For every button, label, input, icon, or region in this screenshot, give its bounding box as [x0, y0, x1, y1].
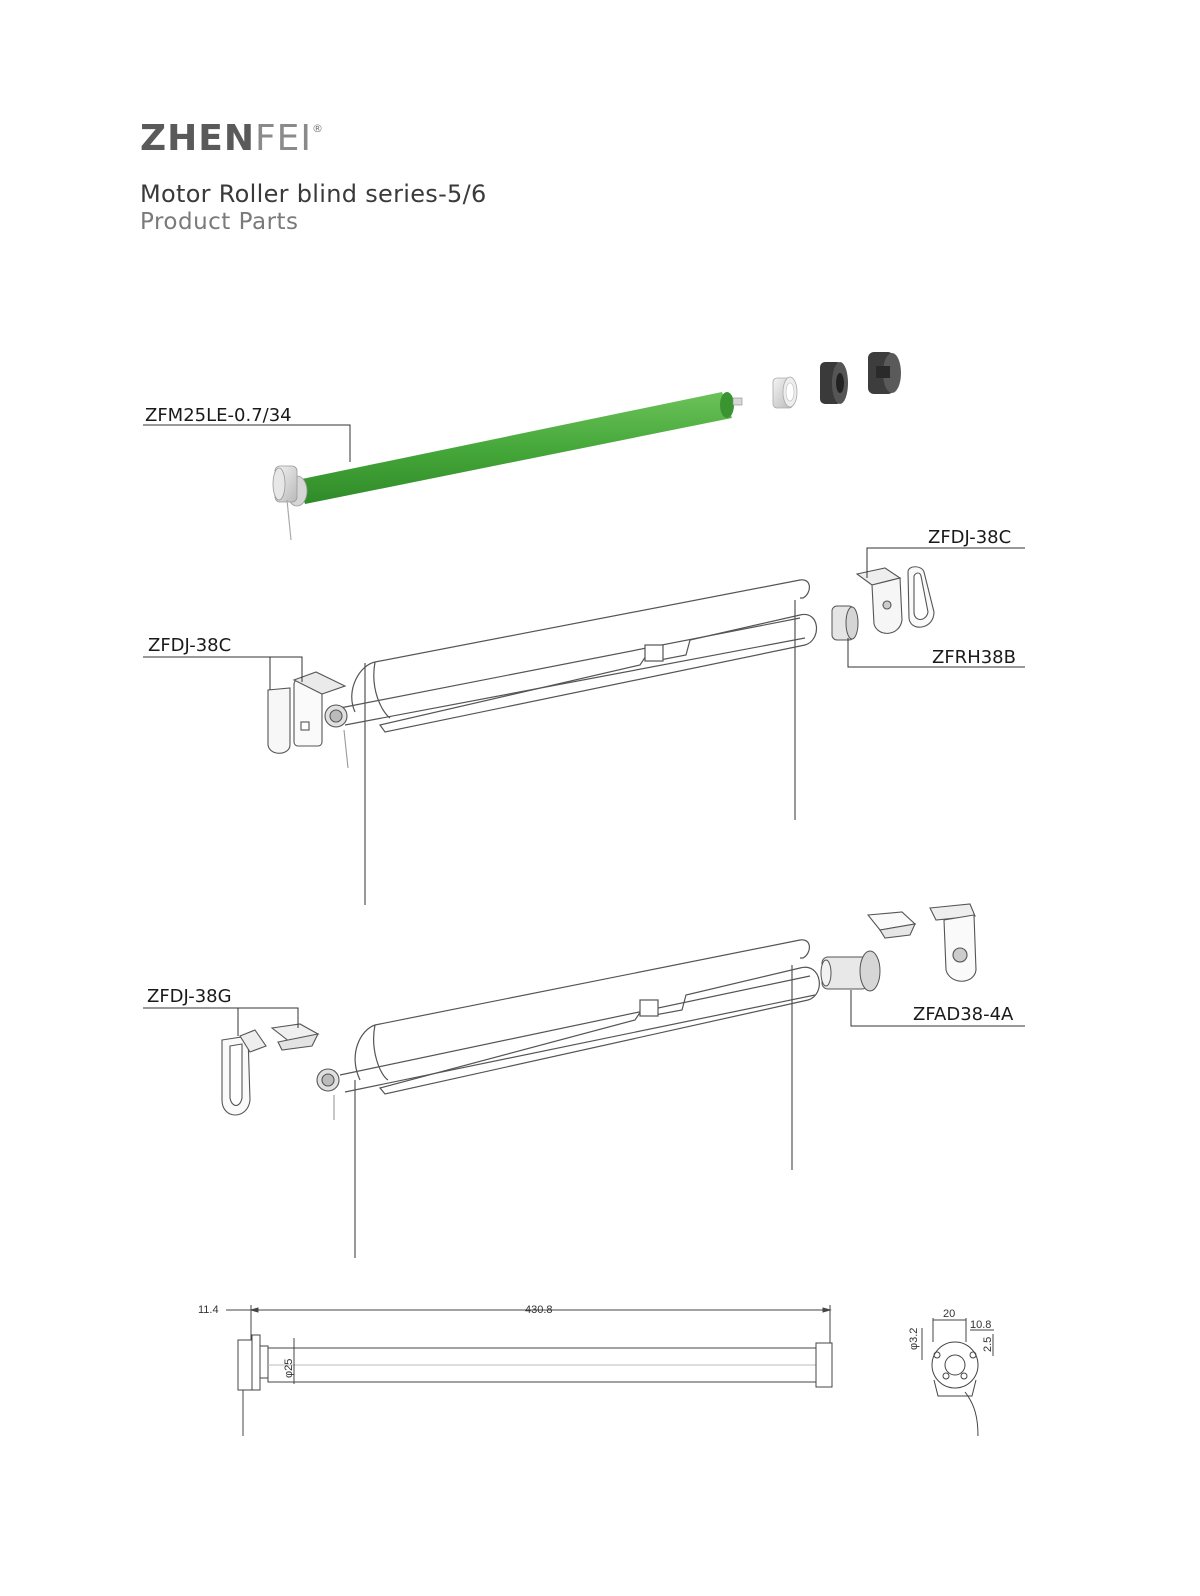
idler-top [832, 606, 858, 640]
motor-assembly [143, 352, 901, 540]
dim-tube-diameter: φ25 [283, 1358, 295, 1378]
motor-tube-end [720, 392, 734, 418]
registered-mark: ® [312, 122, 325, 135]
label-adapter-bottom: ZFAD38-4A [913, 1004, 1014, 1025]
label-bracket-top-left: ZFDJ-38C [148, 635, 232, 656]
label-idler-top: ZFRH38B [932, 647, 1016, 668]
blind-assembly-bottom [340, 940, 819, 1258]
dim-hole-offset: 2.5 [982, 1336, 994, 1352]
bracket-left-top [268, 672, 348, 768]
brand-logo-thin: FEI [254, 118, 313, 159]
dim-head-length: 11.4 [198, 1304, 219, 1316]
bracket-right-bottom [868, 904, 976, 981]
page-title: Motor Roller blind series-5/6 [140, 180, 487, 208]
motor-shaft [733, 398, 742, 405]
bracket-right-top [857, 567, 934, 634]
motor-cable [287, 500, 291, 540]
label-bracket-top-right: ZFDJ-38C [928, 527, 1012, 548]
dim-hole-spacing: 20 [943, 1308, 956, 1320]
crown-ring [773, 377, 797, 408]
blind-assembly-top [340, 580, 816, 905]
dim-offset: 10.8 [970, 1319, 992, 1331]
label-motor: ZFM25LE-0.7/34 [145, 405, 292, 426]
bracket-left-bottom [222, 1024, 339, 1120]
motor-tech-drawing [226, 1305, 994, 1436]
motor-leader [143, 425, 350, 462]
brand-logo-bold: ZHEN [140, 118, 255, 159]
leader-top-left [143, 657, 302, 682]
motor-tube [297, 392, 732, 504]
page-subtitle: Product Parts [140, 209, 299, 235]
dim-hole-diameter: φ3.2 [908, 1327, 920, 1350]
adapter-bottom [821, 951, 880, 991]
label-bracket-bottom-left: ZFDJ-38G [147, 986, 232, 1007]
leader-bottom-left [143, 1008, 298, 1028]
end-cap [868, 352, 901, 394]
dim-tube-length: 430.8 [525, 1304, 553, 1316]
drive-wheel [820, 362, 848, 404]
motor-head [273, 466, 307, 506]
